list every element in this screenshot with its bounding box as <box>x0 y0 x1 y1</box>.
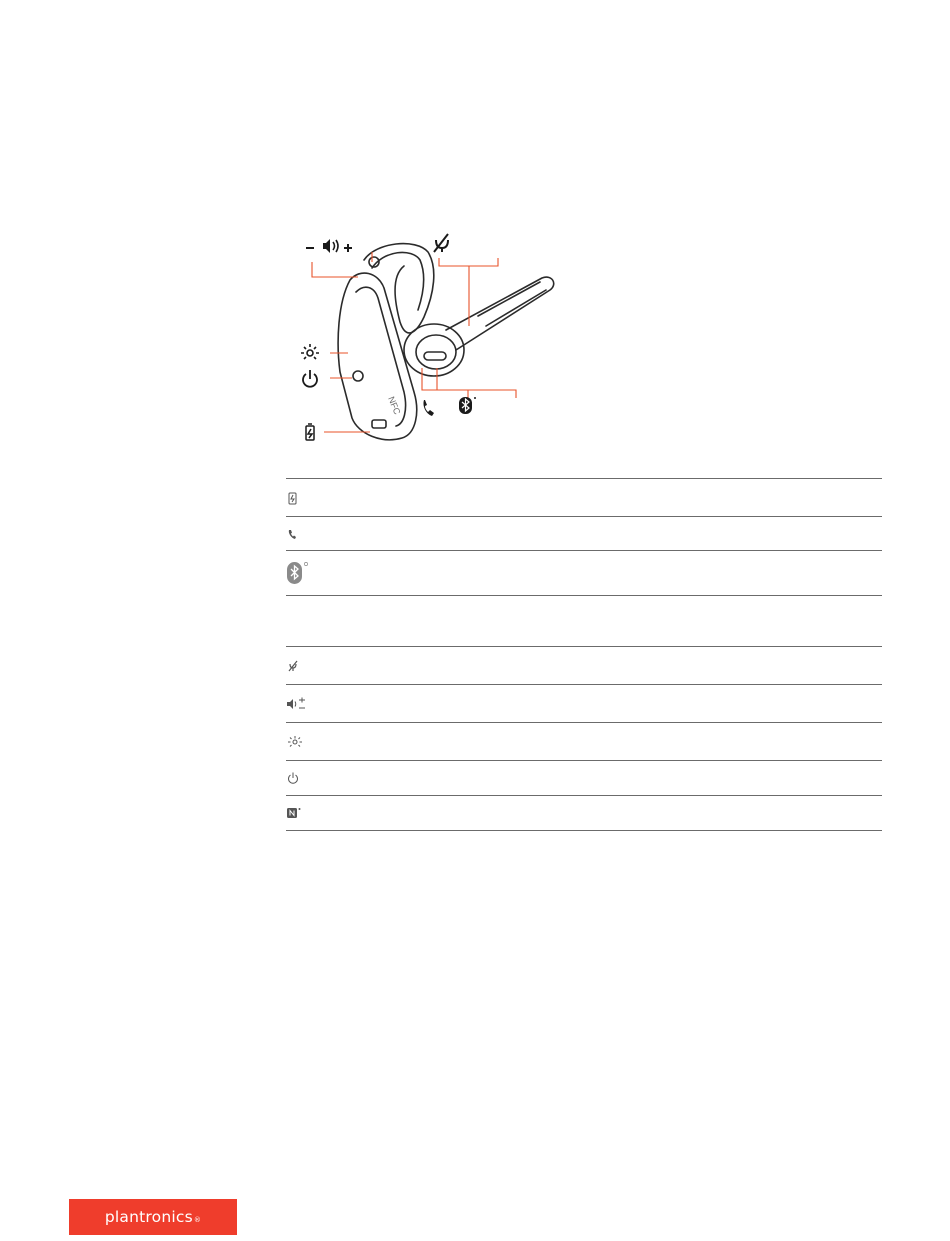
table-row <box>286 761 882 796</box>
row-description <box>316 551 882 596</box>
table-row <box>286 517 882 551</box>
table-row <box>286 647 882 685</box>
volume-icon <box>286 697 308 711</box>
nfc-icon <box>286 806 302 820</box>
plantronics-logo <box>69 1199 237 1235</box>
call-button-icon <box>423 400 434 416</box>
row-description <box>316 517 882 551</box>
led-indicator-icon <box>286 735 304 749</box>
table-row <box>286 685 882 723</box>
led-indicator-icon <box>301 344 319 359</box>
row-description <box>316 685 882 723</box>
bluetooth-icon <box>286 561 310 585</box>
row-description <box>316 796 882 831</box>
row-description <box>316 479 882 517</box>
controls-overview-table <box>286 478 882 831</box>
charge-port-icon <box>306 424 314 440</box>
mute-icon <box>286 659 300 673</box>
row-description <box>316 647 882 685</box>
registered-mark: ® <box>193 1216 202 1224</box>
charge-port-icon <box>286 491 300 505</box>
brand-wordmark: plantronics <box>104 1208 193 1226</box>
power-switch <box>353 371 363 381</box>
headset-diagram <box>286 222 586 447</box>
table-row <box>286 596 882 647</box>
table-row <box>286 551 882 596</box>
power-icon <box>303 370 317 387</box>
table-row <box>286 479 882 517</box>
mute-icon <box>434 234 448 252</box>
volume-icon <box>306 239 352 253</box>
power-icon <box>286 771 300 785</box>
table-row <box>286 796 882 831</box>
call-button-icon <box>286 527 300 541</box>
row-description <box>316 761 882 796</box>
charge-port <box>372 420 386 428</box>
call-button <box>424 352 446 360</box>
bluetooth-icon <box>459 397 476 414</box>
row-description <box>316 723 882 761</box>
table-row <box>286 723 882 761</box>
nfc-label: NFC <box>386 395 403 416</box>
